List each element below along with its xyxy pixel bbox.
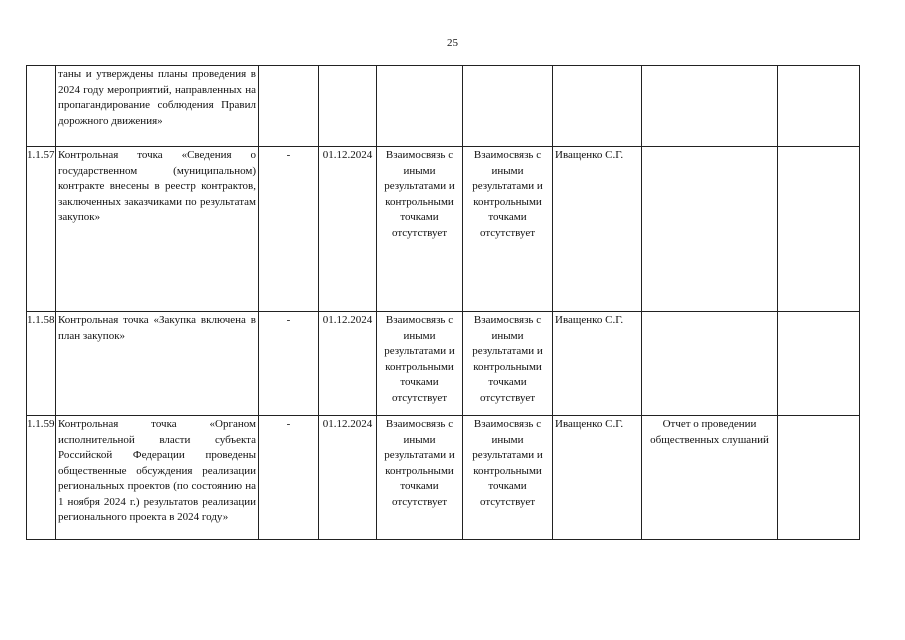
control-point-name: Контрольная точка «Органом исполнительной власти субъекта Российской Федерации проведены общественные обсуждения реализации региональных проектов (по состоянию на 1 ноября 2024 г.) результатов реализации регионального проекта в 2024 году»	[56, 416, 259, 540]
row-number: 1.1.57	[27, 147, 56, 312]
link-successors: Взаимосвязь с иными результатами и контрольными точками отсутствует	[463, 147, 553, 312]
due-date: 01.12.2024	[319, 312, 377, 416]
responsible-person: Иващенко С.Г.	[553, 312, 642, 416]
link-predecessors: Взаимосвязь с иными результатами и контрольными точками отсутствует	[377, 416, 463, 540]
responsible-person: Иващенко С.Г.	[553, 416, 642, 540]
due-date: 01.12.2024	[319, 147, 377, 312]
base-value: -	[259, 416, 319, 540]
base-value: -	[259, 312, 319, 416]
link-predecessors: Взаимосвязь с иными результатами и контрольными точками отсутствует	[377, 312, 463, 416]
link-predecessors: Взаимосвязь с иными результатами и контрольными точками отсутствует	[377, 147, 463, 312]
result-document	[642, 147, 778, 312]
responsible-person	[553, 66, 642, 147]
link-successors: Взаимосвязь с иными результатами и контрольными точками отсутствует	[463, 416, 553, 540]
info-system	[778, 312, 860, 416]
control-point-name: таны и утверждены планы проведения в 2024 году мероприятий, направленных на пропагандирование соблюдения Правил дорожного движения»	[56, 66, 259, 147]
row-number: 1.1.58	[27, 312, 56, 416]
page-number: 25	[447, 37, 458, 49]
result-document	[642, 66, 778, 147]
link-successors	[463, 66, 553, 147]
base-value	[259, 66, 319, 147]
table-row	[27, 147, 860, 312]
table-row	[27, 312, 860, 416]
control-point-name: Контрольная точка «Закупка включена в план закупок»	[56, 312, 259, 416]
table-row	[27, 66, 860, 147]
info-system	[778, 416, 860, 540]
row-number: 1.1.59	[27, 416, 56, 540]
info-system	[778, 147, 860, 312]
link-predecessors	[377, 66, 463, 147]
due-date	[319, 66, 377, 147]
control-point-name: Контрольная точка «Сведения о государственном (муниципальном) контракте внесены в реестр контрактов, заключенных заказчиками по результатам закупок»	[56, 147, 259, 312]
info-system	[778, 66, 860, 147]
table-row	[27, 416, 860, 540]
result-document: Отчет о проведении общественных слушаний	[642, 416, 778, 540]
control-points-table	[26, 65, 860, 540]
due-date: 01.12.2024	[319, 416, 377, 540]
base-value: -	[259, 147, 319, 312]
result-document	[642, 312, 778, 416]
row-number	[27, 66, 56, 147]
responsible-person: Иващенко С.Г.	[553, 147, 642, 312]
link-successors: Взаимосвязь с иными результатами и контрольными точками отсутствует	[463, 312, 553, 416]
